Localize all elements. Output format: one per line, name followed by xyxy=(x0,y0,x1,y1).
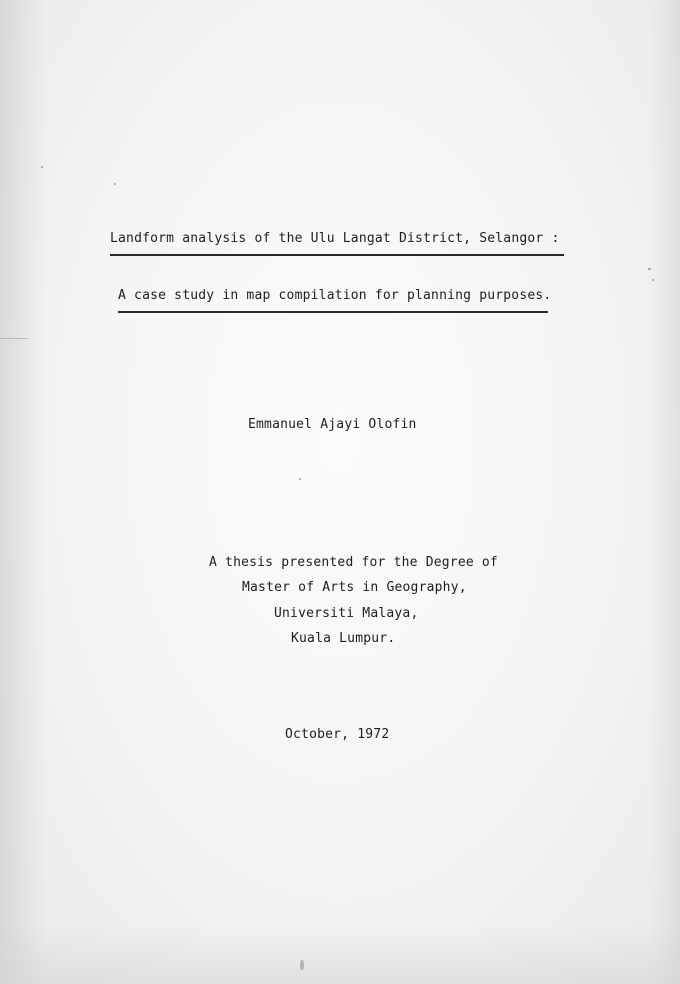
paper-speck xyxy=(652,279,654,281)
thesis-statement-line-2: Master of Arts in Geography, xyxy=(242,580,467,595)
paper-speck xyxy=(300,960,304,970)
thesis-statement-line-4: Kuala Lumpur. xyxy=(291,631,396,646)
paper-speck xyxy=(41,166,43,168)
thesis-statement-line-3: Universiti Malaya, xyxy=(274,606,419,621)
paper-shadow-left xyxy=(0,0,46,984)
paper-shadow-right xyxy=(650,0,680,984)
paper-speck xyxy=(648,268,651,270)
scan-artifact-mark xyxy=(0,338,28,339)
thesis-title-line-2: A case study in map compilation for planning purposes. xyxy=(118,288,552,303)
title-underline-2 xyxy=(118,311,548,313)
thesis-statement-line-1: A thesis presented for the Degree of xyxy=(209,555,498,570)
title-underline-1 xyxy=(110,254,564,256)
author-name: Emmanuel Ajayi Olofin xyxy=(248,417,417,432)
paper-shadow-bottom xyxy=(0,924,680,984)
paper-speck xyxy=(114,183,116,185)
thesis-title-line-1: Landform analysis of the Ulu Langat District, Selangor : xyxy=(110,231,560,246)
submission-date: October, 1972 xyxy=(285,727,390,742)
paper-speck xyxy=(299,478,301,480)
